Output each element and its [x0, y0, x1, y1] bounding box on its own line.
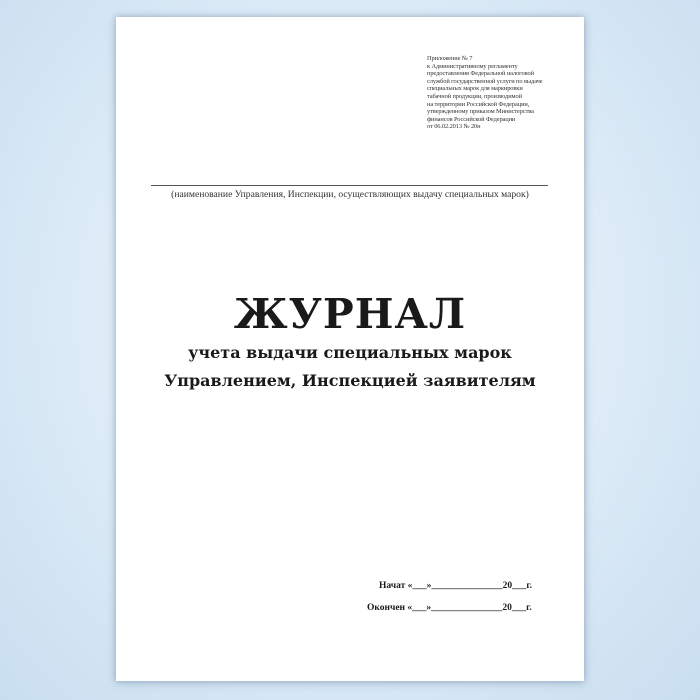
document-subtitle-line-1: учета выдачи специальных марок [188, 343, 512, 362]
appendix-line: предоставления Федеральной налоговой [427, 70, 534, 78]
finished-date-line: Окончен «___»_______________20___г. [367, 603, 532, 613]
document-title: ЖУРНАЛ [233, 290, 467, 338]
appendix-note [427, 55, 577, 131]
appendix-line: от 06.02.2013 № 20н [427, 123, 481, 131]
started-date-line: Начат «___»_______________20___г. [379, 581, 533, 591]
appendix-line: финансов Российской Федерации [427, 115, 516, 123]
appendix-line: на территории Российской Федерации, [427, 100, 530, 108]
appendix-line: специальных марок для маркировки [427, 85, 523, 93]
document-subtitle-line-2: Управлением, Инспекцией заявителям [164, 371, 536, 390]
organization-name-underline [151, 185, 548, 186]
appendix-line: утвержденному приказом Министерства [427, 108, 534, 116]
appendix-line: Приложение № 7 [427, 55, 473, 62]
appendix-line: табачной продукции, производимой [427, 92, 522, 100]
appendix-line: к Административному регламенту [427, 62, 518, 70]
organization-caption: (наименование Управления, Инспекции, осуществляющих выдачу специальных марок) [171, 189, 529, 200]
journal-cover-page [116, 17, 584, 681]
appendix-line: службой государственной услуги по выдаче [427, 77, 543, 85]
